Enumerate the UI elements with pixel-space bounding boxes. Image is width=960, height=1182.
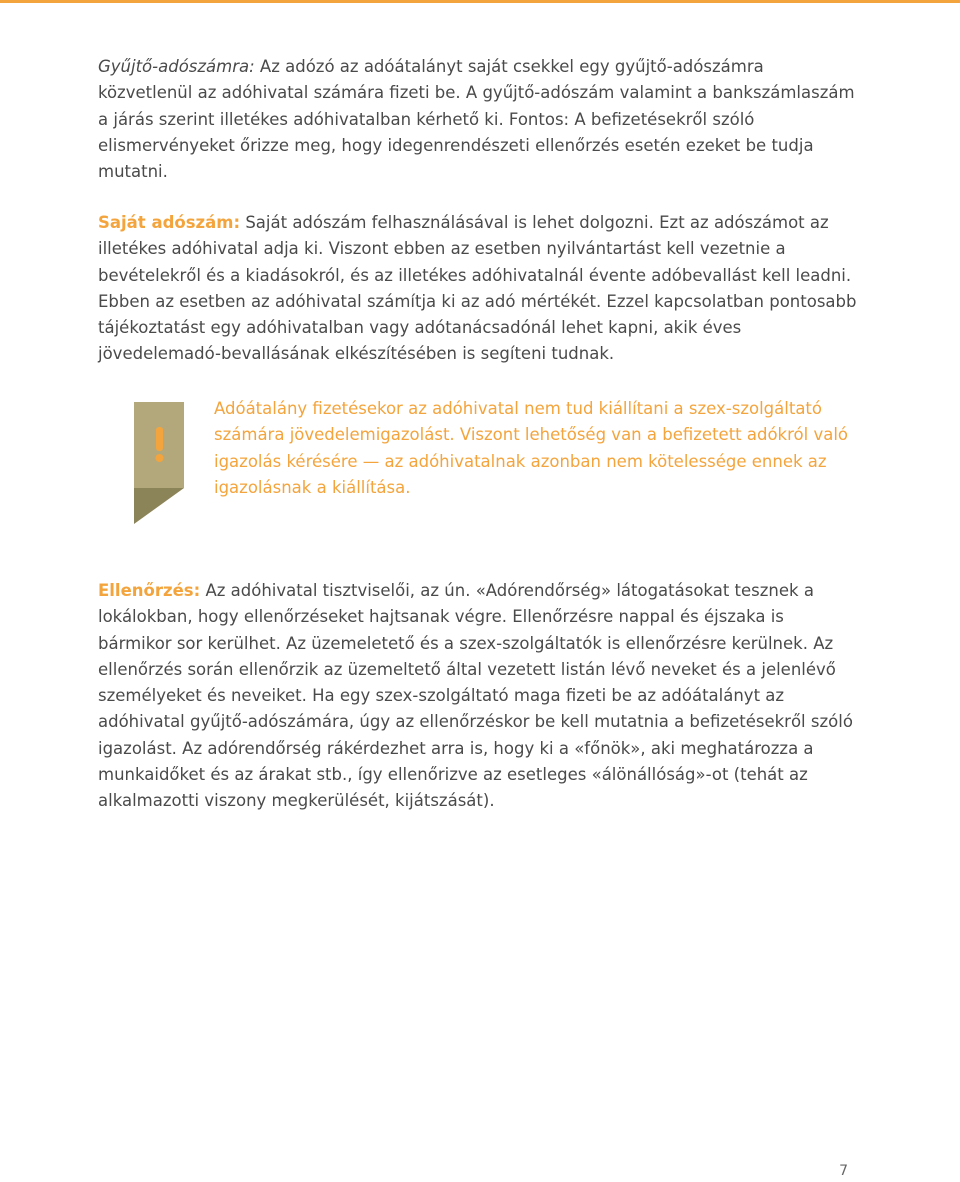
- sajat-label: Saját adószám:: [98, 213, 241, 232]
- exclamation-dot: [156, 454, 164, 462]
- callout-text: Adóátalány fizetésekor az adóhivatal nem tud kiállítani a szex-szolgáltató számára jövedelemigazolást. Viszont lehetőség van a befizetett adókról való igazolás kérésére — az adóhivatalnak azonban nem kötelessége ennek az igazolásnak a kiállítása.: [214, 399, 849, 497]
- gyujto-label: Gyűjtő-adószámra:: [98, 57, 255, 76]
- paragraph-gyujto-adoszam: [98, 54, 858, 185]
- callout-box-fold: [134, 488, 184, 524]
- ellenorzes-text: Az adóhivatal tisztviselői, az ún. «Adórendőrség» látogatásokat tesznek a lokálokban, hogy ellenőrzéseket hajtsanak végre. Ellenőrzésre nappal és éjszaka is bármikor sor kerülhet. Az üzemeletető és a szex-szolgáltatók is ellenőrzésre kerülnek. Az ellenőrzés során ellenőrzik az üzemeltető által vezetett listán lévő neveket és a jelenlévő személyeket és neveiket. Ha egy szex-szolgáltató maga fizeti be az adóátalányt az adóhivatal gyűjtő-adószámára, úgy az ellenőrzéskor be kell mutatnia a befizetésekről szóló igazolást. Az adórendőrség rákérdezhet arra is, hogy ki a «főnök», aki meghatározza a munkaidőket és az árakat stb., így ellenőrizve az esetleges «álönállóság»-ot (tehát az alkalmazotti viszony megkerülését, kijátszását).: [98, 581, 853, 811]
- paragraph-sajat-adoszam: [98, 210, 858, 368]
- exclamation-bar: [156, 427, 163, 451]
- exclamation-icon: [134, 402, 184, 528]
- ellenorzes-label: Ellenőrzés:: [98, 581, 201, 600]
- top-accent-line: [0, 0, 960, 3]
- paragraph-ellenorzes: [98, 578, 858, 815]
- gyujto-text: Az adózó az adóátalányt saját csekkel egy gyűjtő-adószámra közvetlenül az adóhivatal számára fizeti be. A gyűjtő-adószám valamint a bankszámlaszám a járás szerint illetékes adóhivatalban kérhető ki. Fontos: A befizetésekről szóló elismervényeket őrizze meg, hogy idegenrendészeti ellenőrzés esetén ezeket be tudja mutatni.: [98, 57, 855, 182]
- sajat-text: Saját adószám felhasználásával is lehet dolgozni. Ezt az adószámot az illetékes adóhivatal adja ki. Viszont ebben az esetben nyilvántartást kell vezetnie a bevételekről és a kiadásokról, és az illetékes adóhivatalnál évente adóbevallást kell leadni. Ebben az esetben az adóhivatal számítja ki az adó mértékét. Ezzel kapcsolatban pontosabb tájékoztatást egy adóhivatalban vagy adótanácsadónál lehet kapni, akik éves jövedelemadó-bevallásának elkészítésében is segíteni tudnak.: [98, 213, 857, 364]
- page-number: 7: [839, 1163, 848, 1179]
